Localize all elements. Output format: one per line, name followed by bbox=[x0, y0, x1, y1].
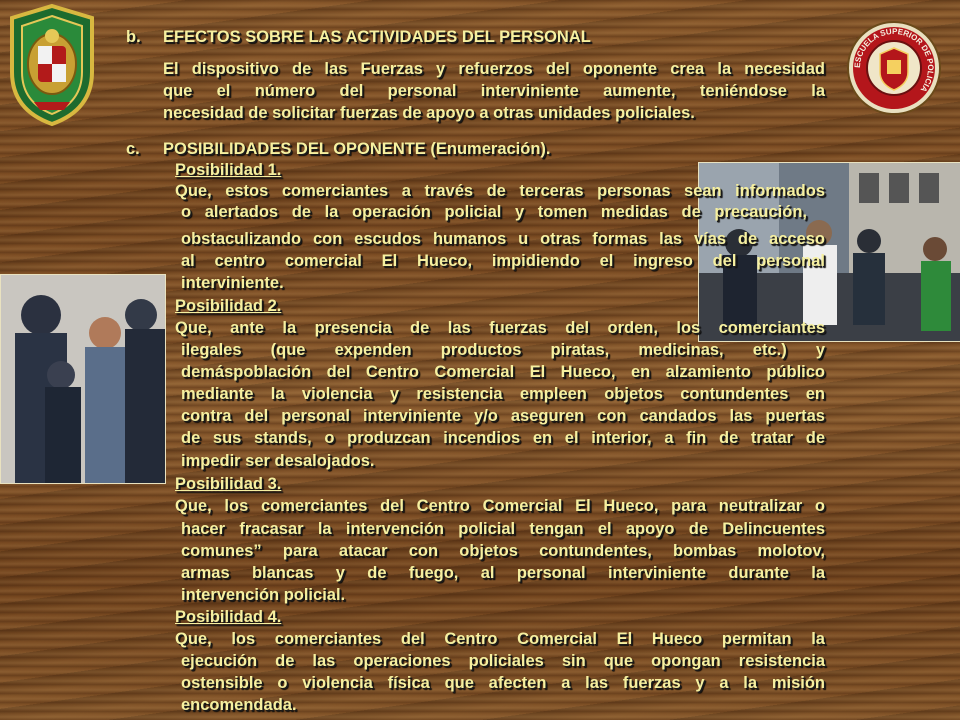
section-b-paragraph-line: que el número del personal interviniente aumente, teniéndose la bbox=[163, 82, 825, 100]
possibility-1-line: o alertados de la operación policial y tomen medidas de precaución, bbox=[181, 203, 807, 221]
police-operation-photo-left bbox=[0, 274, 166, 484]
possibility-3-line: Que, los comerciantes del Centro Comercial El Hueco, para neutralizar o bbox=[175, 497, 825, 515]
possibility-2-line: demáspoblación del Centro Comercial El Hueco, en alzamiento público bbox=[181, 363, 825, 381]
police-school-seal-icon bbox=[846, 20, 942, 116]
section-c-marker: c. bbox=[126, 140, 140, 158]
possibility-3-title: Posibilidad 3. bbox=[175, 475, 282, 493]
possibility-1-title: Posibilidad 1. bbox=[175, 161, 282, 179]
section-b-paragraph-line: El dispositivo de las Fuerzas y refuerzos del oponente crea la necesidad bbox=[163, 60, 825, 78]
section-c-heading: POSIBILIDADES DEL OPONENTE (Enumeración). bbox=[163, 140, 551, 158]
possibility-1-line: interviniente. bbox=[181, 274, 284, 292]
section-b-marker: b. bbox=[126, 28, 141, 46]
possibility-3-line: hacer fracasar la intervención policial tengan el apoyo de Delincuentes bbox=[181, 520, 825, 538]
section-b-paragraph-line: necesidad de solicitar fuerzas de apoyo a otras unidades policiales. bbox=[163, 104, 695, 122]
possibility-3-line: intervención policial. bbox=[181, 586, 346, 604]
police-crest-icon bbox=[4, 2, 100, 128]
section-b-heading: EFECTOS SOBRE LAS ACTIVIDADES DEL PERSONAL bbox=[163, 28, 591, 46]
possibility-2-line: contra del personal interviniente y/o aseguren con candados las puertas bbox=[181, 407, 825, 425]
possibility-4-line: Que, los comerciantes del Centro Comercial El Hueco permitan la bbox=[175, 630, 825, 648]
seal-ring-text: ESCUELA SUPERIOR DE POLICIA bbox=[852, 26, 936, 94]
possibility-4-line: ostensible o violencia física que afecten a las fuerzas y a la misión bbox=[181, 674, 825, 692]
possibility-1-line: Que, estos comerciantes a través de terceras personas sean informados bbox=[175, 182, 825, 200]
possibility-4-title: Posibilidad 4. bbox=[175, 608, 282, 626]
possibility-4-line: ejecución de las operaciones policiales sin que opongan resistencia bbox=[181, 652, 825, 670]
possibility-2-line: ilegales (que expenden productos piratas, medicinas, etc.) y bbox=[181, 341, 825, 359]
possibility-2-line: Que, ante la presencia de las fuerzas del orden, los comerciantes bbox=[175, 319, 825, 337]
possibility-3-line: armas blancas y de fuego, al personal interviniente durante la bbox=[181, 564, 825, 582]
possibility-2-line: de sus stands, o produzcan incendios en el interior, a fin de tratar de bbox=[181, 429, 825, 447]
possibility-2-title: Posibilidad 2. bbox=[175, 297, 282, 315]
possibility-1-line: al centro comercial El Hueco, impidiendo el ingreso del personal bbox=[181, 252, 825, 270]
possibility-4-line: encomendada. bbox=[181, 696, 297, 714]
possibility-1-line: obstaculizando con escudos humanos u otras formas las vías de acceso bbox=[181, 230, 825, 248]
svg-text:ESCUELA SUPERIOR DE POLICIA bbox=[853, 27, 935, 94]
possibility-2-line: impedir ser desalojados. bbox=[181, 452, 375, 470]
possibility-2-line: mediante la violencia y resistencia empleen objetos contundentes en bbox=[181, 385, 825, 403]
possibility-3-line: comunes” para atacar con objetos contundentes, bombas molotov, bbox=[181, 542, 825, 560]
